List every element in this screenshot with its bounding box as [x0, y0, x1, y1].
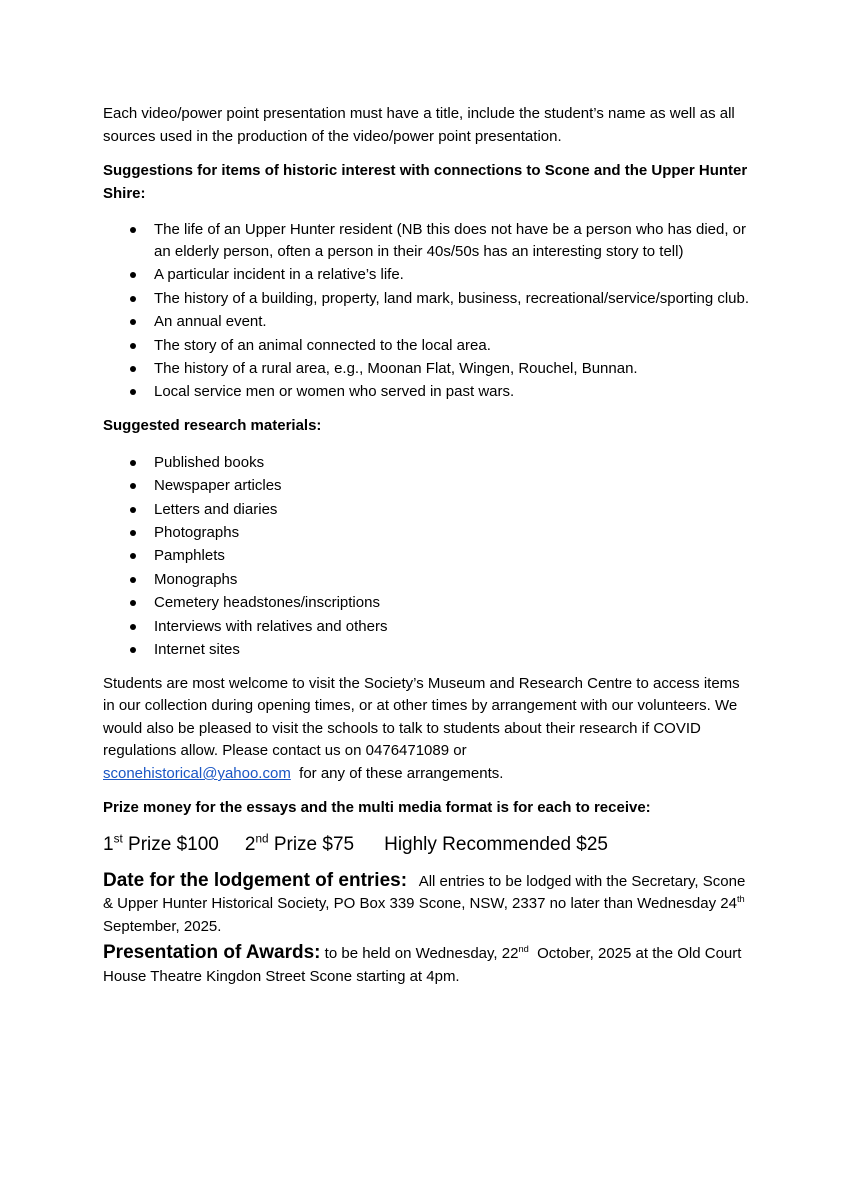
second-prize: 2nd Prize $75	[244, 832, 355, 855]
suggestion-item	[103, 381, 753, 403]
bullet-icon	[130, 577, 136, 583]
material-item	[103, 522, 753, 544]
suggestion-item	[103, 219, 753, 263]
highly-recommended-prize: Highly Recommended $25	[384, 833, 608, 855]
suggestions-list	[103, 219, 753, 403]
material-item	[103, 639, 753, 661]
suggestion-item	[103, 335, 753, 357]
material-item	[103, 616, 753, 638]
material-item-text: Pamphlets	[154, 547, 225, 565]
material-item-text: Letters and diaries	[154, 500, 278, 518]
visit-tail: for any of these arrangements.	[299, 764, 504, 782]
presentation-label: Presentation of Awards:	[103, 942, 321, 964]
bullet-icon	[130, 366, 136, 372]
materials-list	[103, 452, 753, 661]
bullet-icon	[130, 460, 136, 466]
suggestion-item-text: A particular incident in a relative’s life.	[154, 266, 404, 284]
bullet-icon	[130, 530, 136, 536]
material-item-text: Cemetery headstones/inscriptions	[154, 594, 380, 612]
material-item-text: Published books	[154, 453, 265, 471]
material-item-text: Monographs	[154, 570, 238, 588]
bullet-icon	[130, 600, 136, 606]
bullet-icon	[130, 624, 136, 630]
suggestion-item-text: The history of a building, property, land mark, business, recreational/service/sporting club.	[154, 289, 750, 307]
bullet-icon	[130, 553, 136, 559]
presentation-paragraph: Presentation of Awards: to be held on Wednesday, 22nd October, 2025 at the Old Court House Theatre Kingdon Street Scone starting at 4pm.	[103, 942, 742, 985]
suggestions-heading: Suggestions for items of historic interest with connections to Scone and the Upper Hunter Shire:	[103, 162, 748, 202]
bullet-icon	[130, 227, 136, 233]
bullet-icon	[130, 507, 136, 513]
material-item	[103, 569, 753, 591]
lodgement-paragraph: Date for the lodgement of entries: All entries to be lodged with the Secretary, Scone & Upper Hunter Historical Society, PO Box 339 Scone, NSW, 2337 no later than Wednesday 24th September, 2025.	[103, 869, 746, 935]
email-link[interactable]: sconehistorical@yahoo.com	[103, 764, 291, 782]
suggestion-item-text: The life of an Upper Hunter resident (NB this does not have be a person who has died, or an elderly person, often a person in their 40s/50s has an interesting story to tell)	[154, 221, 747, 260]
material-item-text: Interviews with relatives and others	[154, 617, 388, 635]
material-item	[103, 545, 753, 567]
bullet-icon	[130, 343, 136, 349]
bullet-icon	[130, 319, 136, 325]
suggestion-item-text: Local service men or women who served in past wars.	[154, 383, 515, 401]
bullet-icon	[130, 296, 136, 302]
lodgement-label: Date for the lodgement of entries:	[103, 869, 408, 891]
material-item	[103, 499, 753, 521]
first-prize: 1st Prize $100	[103, 832, 219, 855]
material-item	[103, 592, 753, 614]
material-item	[103, 452, 753, 474]
bullet-icon	[130, 483, 136, 489]
suggestion-item-text: An annual event.	[154, 313, 267, 331]
suggestion-item	[103, 264, 753, 286]
suggestion-item-text: The story of an animal connected to the local area.	[154, 336, 491, 354]
suggestion-item	[103, 311, 753, 333]
material-item-text: Internet sites	[154, 640, 240, 658]
visit-paragraph	[103, 673, 753, 786]
bullet-icon	[130, 272, 136, 278]
materials-heading: Suggested research materials:	[103, 417, 322, 435]
bullet-icon	[130, 389, 136, 395]
document-content	[103, 103, 753, 988]
material-item-text: Photographs	[154, 524, 240, 542]
intro-paragraph: Each video/power point presentation must have a title, include the student’s name as well as all sources used in the production of the video/power point presentation.	[103, 105, 735, 145]
prize-heading: Prize money for the essays and the multi media format is for each to receive:	[103, 799, 651, 817]
bullet-icon	[130, 647, 136, 653]
prize-line	[103, 832, 753, 858]
suggestion-item	[103, 288, 753, 310]
suggestion-item	[103, 358, 753, 380]
visit-text: Students are most welcome to visit the Society’s Museum and Research Centre to access items in our collection during opening times, or at other times by arrangement with our volunteers. We would also be pleased to visit the schools to talk to students about their research if COVID regulations allow. Please contact us on 0476471089 or	[103, 674, 740, 760]
material-item-text: Newspaper articles	[154, 477, 282, 495]
suggestion-item-text: The history of a rural area, e.g., Moonan Flat, Wingen, Rouchel, Bunnan.	[154, 359, 638, 377]
material-item	[103, 475, 753, 497]
